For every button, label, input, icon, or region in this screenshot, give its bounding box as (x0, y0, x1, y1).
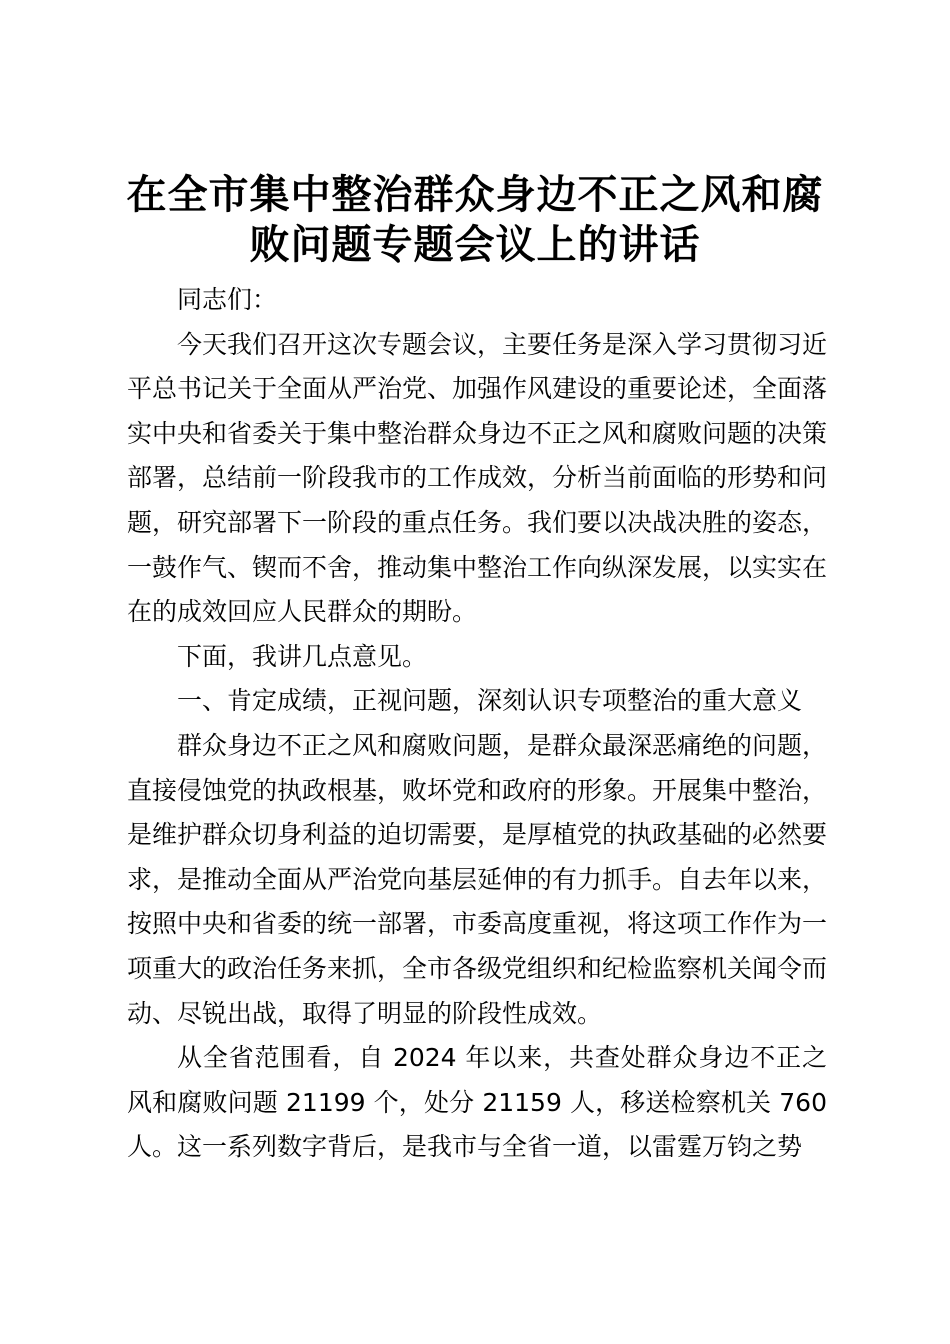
paragraph-significance: 群众身边不正之风和腐败问题，是群众最深恶痛绝的问题，直接侵蚀党的执政根基，败坏党和政府的形象。开展集中整治，是维护群众切身利益的迫切需要，是厚植党的执政基础的必然要求，是推动全面从严治党向基层延伸的有力抓手。自去年以来，按照中央和省委的统一部署，市委高度重视，将这项工作作为一项重大的政治任务来抓，全市各级党组织和纪检监察机关闻令而动、尽锐出战，取得了明显的阶段性成效。 (127, 730, 828, 1028)
document-title-line-1: 在全市集中整治群众身边不正之风和腐 (126, 172, 824, 218)
salutation: 同志们： (177, 285, 278, 314)
section-heading-1: 一、肯定成绩，正视问题，深刻认识专项整治的重大意义 (177, 686, 803, 716)
document-body (127, 278, 827, 1170)
paragraph-statistics: 从全省范围看，自 2024 年以来，共查处群众身边不正之风和腐败问题 21199 个，处分 21159 人，移送检察机关 760 人。这一系列数字背后，是我市与全省一道，以雷霆万钧之势 (127, 1043, 827, 1162)
document-title-line-2: 败问题专题会议上的讲话 (249, 222, 701, 268)
paragraph-intro: 今天我们召开这次专题会议，主要任务是深入学习贯彻习近平总书记关于全面从严治党、加强作风建设的重要论述，全面落实中央和省委关于集中整治群众身边不正之风和腐败问题的决策部署，总结前一阶段我市的工作成效，分析当前面临的形势和问题，研究部署下一阶段的重点任务。我们要以决战决胜的姿态，一鼓作气、锲而不舍，推动集中整治工作向纵深发展，以实实在在的成效回应人民群众的期盼。 (127, 329, 828, 627)
paragraph-transition: 下面，我讲几点意见。 (177, 641, 428, 671)
